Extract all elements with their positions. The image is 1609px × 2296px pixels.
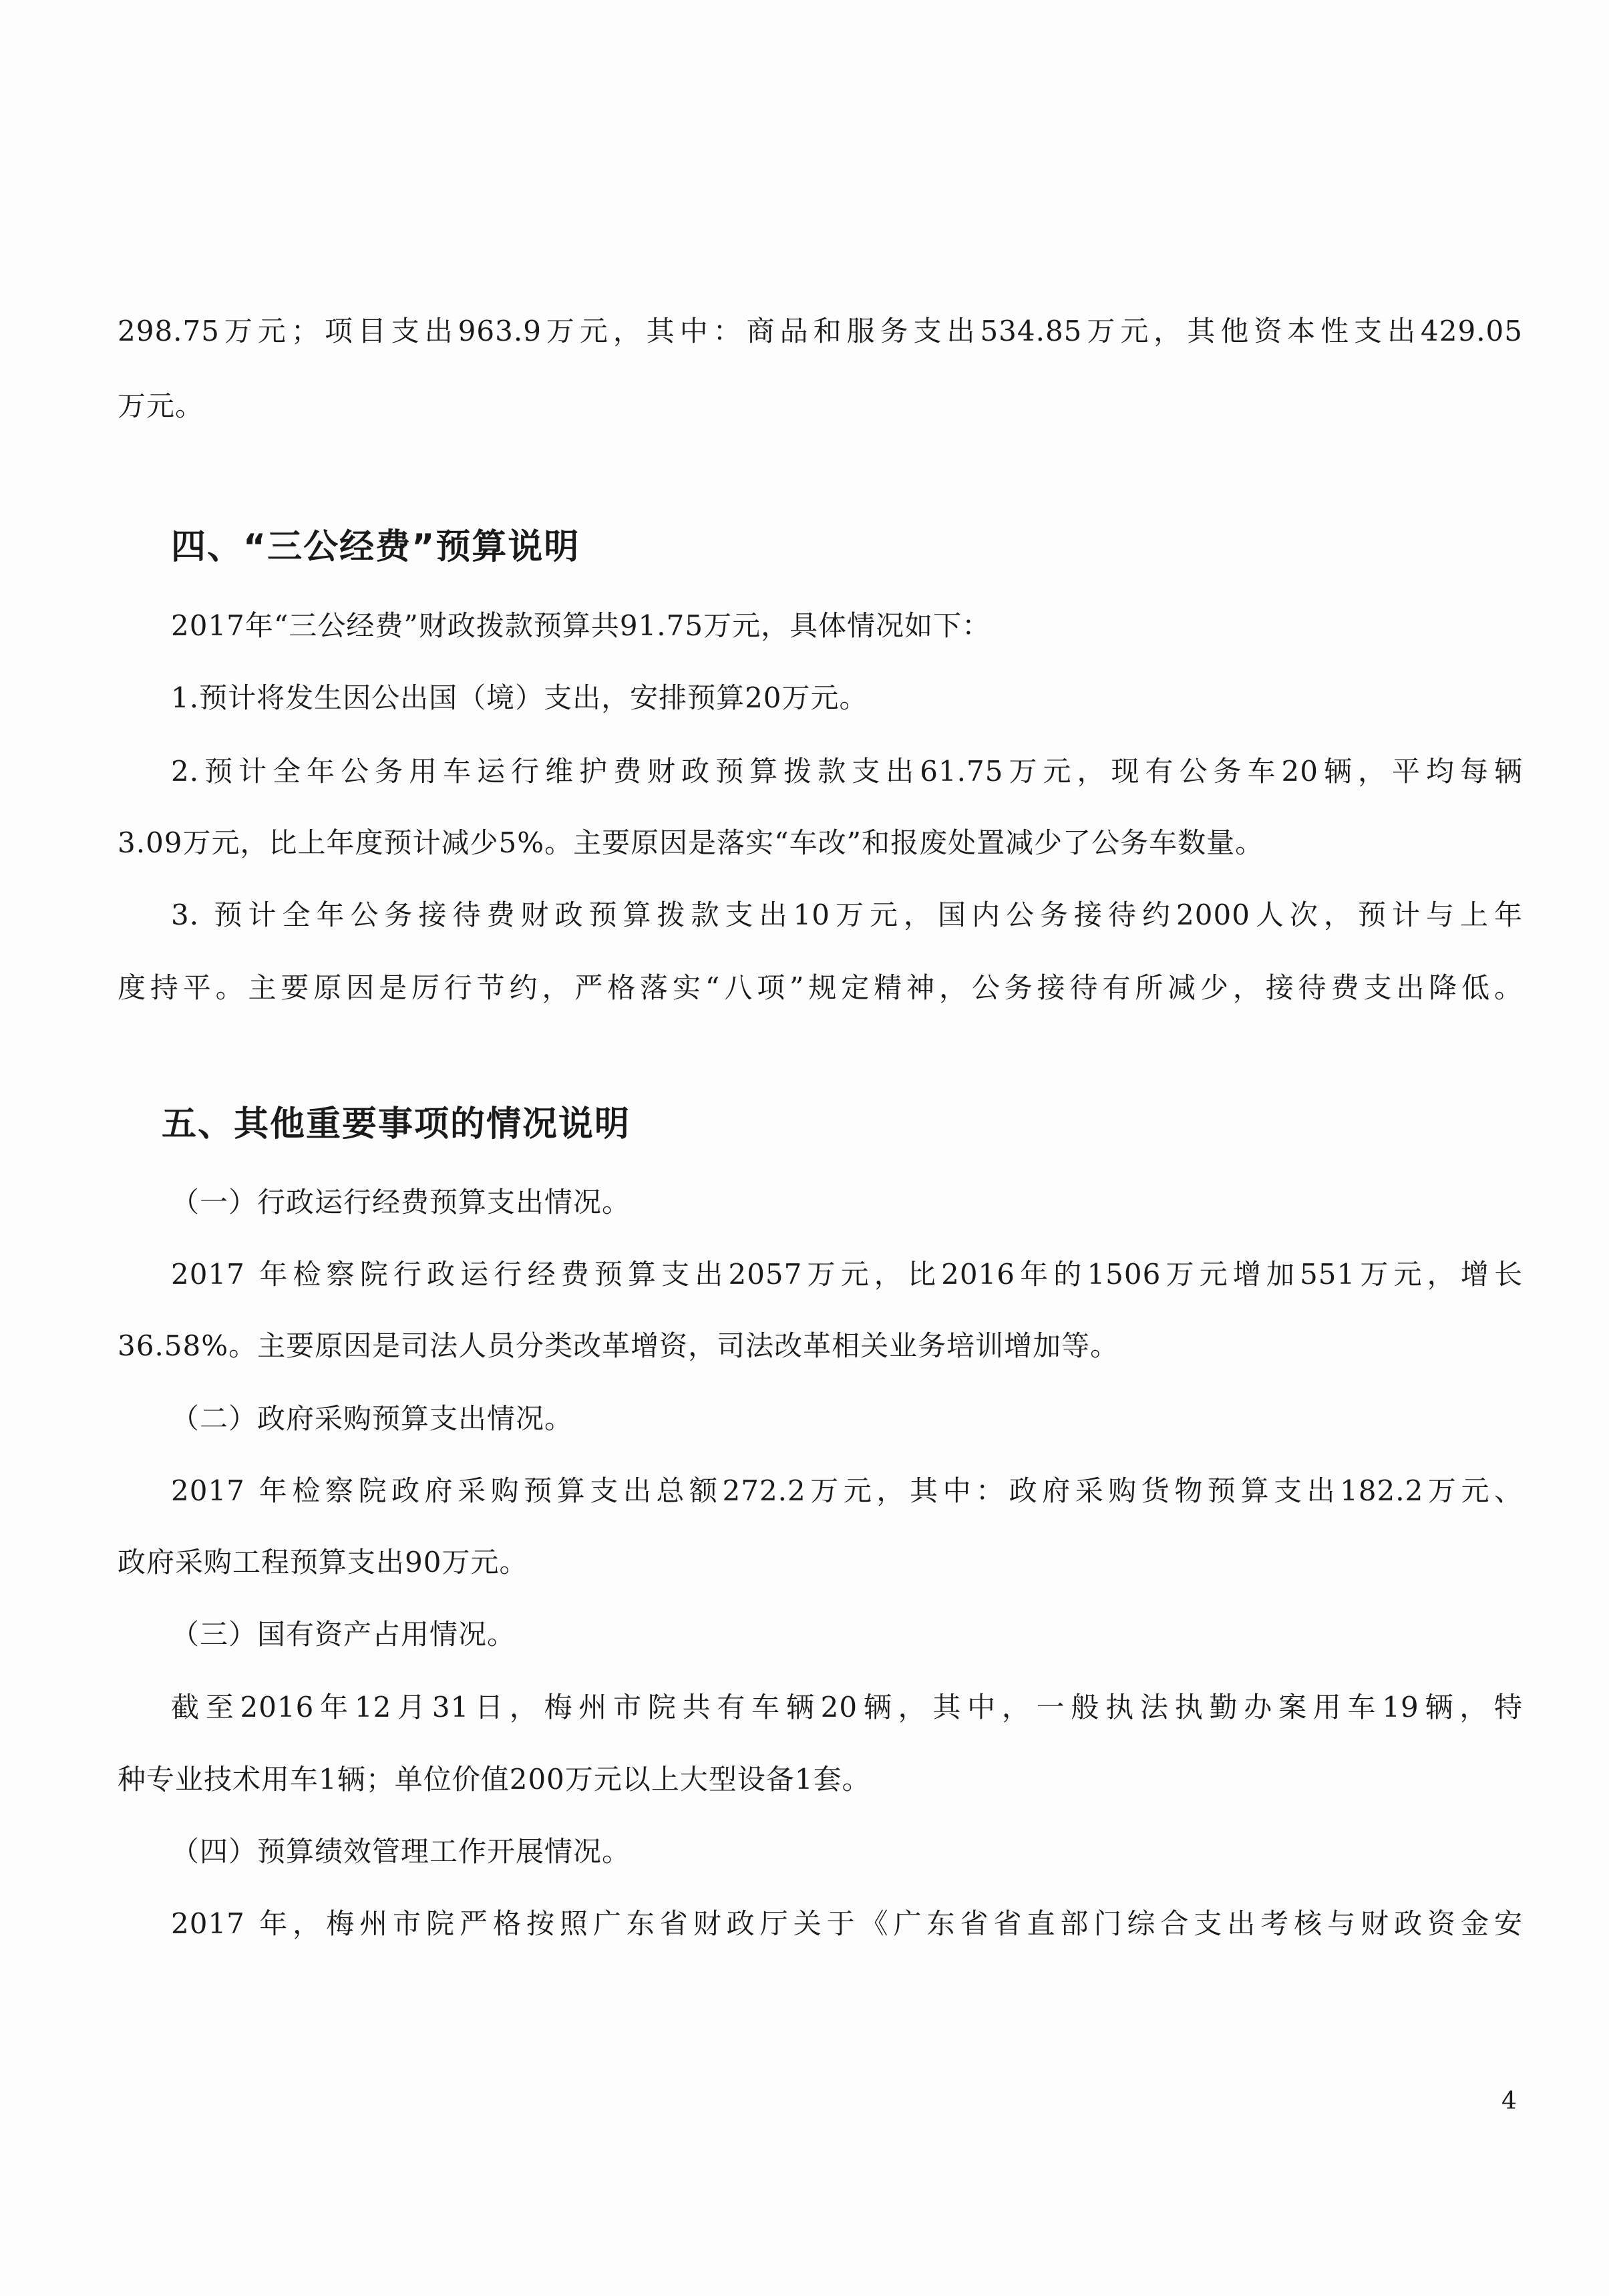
paragraph-line: 36.58%。主要原因是司法人员分类改革增资，司法改革相关业务培训增加等。 [118,1329,1119,1362]
paragraph-line: 万元。 [118,389,204,422]
paragraph-line: 截至2016年12月31日，梅州市院共有车辆20辆，其中，一般执法执勤办案用车19辆，特 [171,1691,1523,1724]
paragraph-line: 2017 年，梅州市院严格按照广东省财政厅关于《广东省省直部门综合支出考核与财政资金安 [171,1907,1523,1940]
section-heading-5: 五、其他重要事项的情况说明 [162,1104,631,1144]
paragraph-line: 1.预计将发生因公出国（境）支出，安排预算20万元。 [171,681,868,714]
paragraph-line: （二）政府采购预算支出情况。 [171,1402,574,1435]
paragraph-line: 2017 年检察院政府采购预算支出总额272.2万元，其中：政府采购货物预算支出182.2万元、 [171,1474,1523,1507]
paragraph-line: （一）行政运行经费预算支出情况。 [171,1186,631,1218]
paragraph-line: 3. 预计全年公务接待费财政预算拨款支出10万元，国内公务接待约2000人次，预计与上年 [171,898,1523,931]
paragraph-line: 2.预计全年公务用车运行维护费财政预算拨款支出61.75万元，现有公务车20辆，平均每辆 [171,755,1523,788]
paragraph-line: 3.09万元，比上年度预计减少5%。主要原因是落实“车改”和报废处置减少了公务车数量。 [118,826,1264,859]
paragraph-line: 2017年“三公经费”财政拨款预算共91.75万元，具体情况如下： [171,609,991,642]
paragraph-line: 298.75万元；项目支出963.9万元，其中：商品和服务支出534.85万元，其他资本性支出429.05 [118,315,1523,347]
paragraph-line: 2017 年检察院行政运行经费预算支出2057万元，比2016年的1506万元增加551万元，增长 [171,1258,1523,1291]
paragraph-line: 度持平。主要原因是厉行节约，严格落实“八项”规定精神，公务接待有所减少，接待费支出降低。 [118,971,1523,1004]
paragraph-line: （四）预算绩效管理工作开展情况。 [171,1835,631,1868]
page-number: 4 [1501,2088,1517,2115]
paragraph-line: 种专业技术用车1辆；单位价值200万元以上大型设备1套。 [118,1763,871,1796]
paragraph-line: 政府采购工程预算支出90万元。 [118,1546,528,1579]
section-heading-4: 四、“三公经费”预算说明 [171,527,580,567]
paragraph-line: （三）国有资产占用情况。 [171,1618,516,1651]
